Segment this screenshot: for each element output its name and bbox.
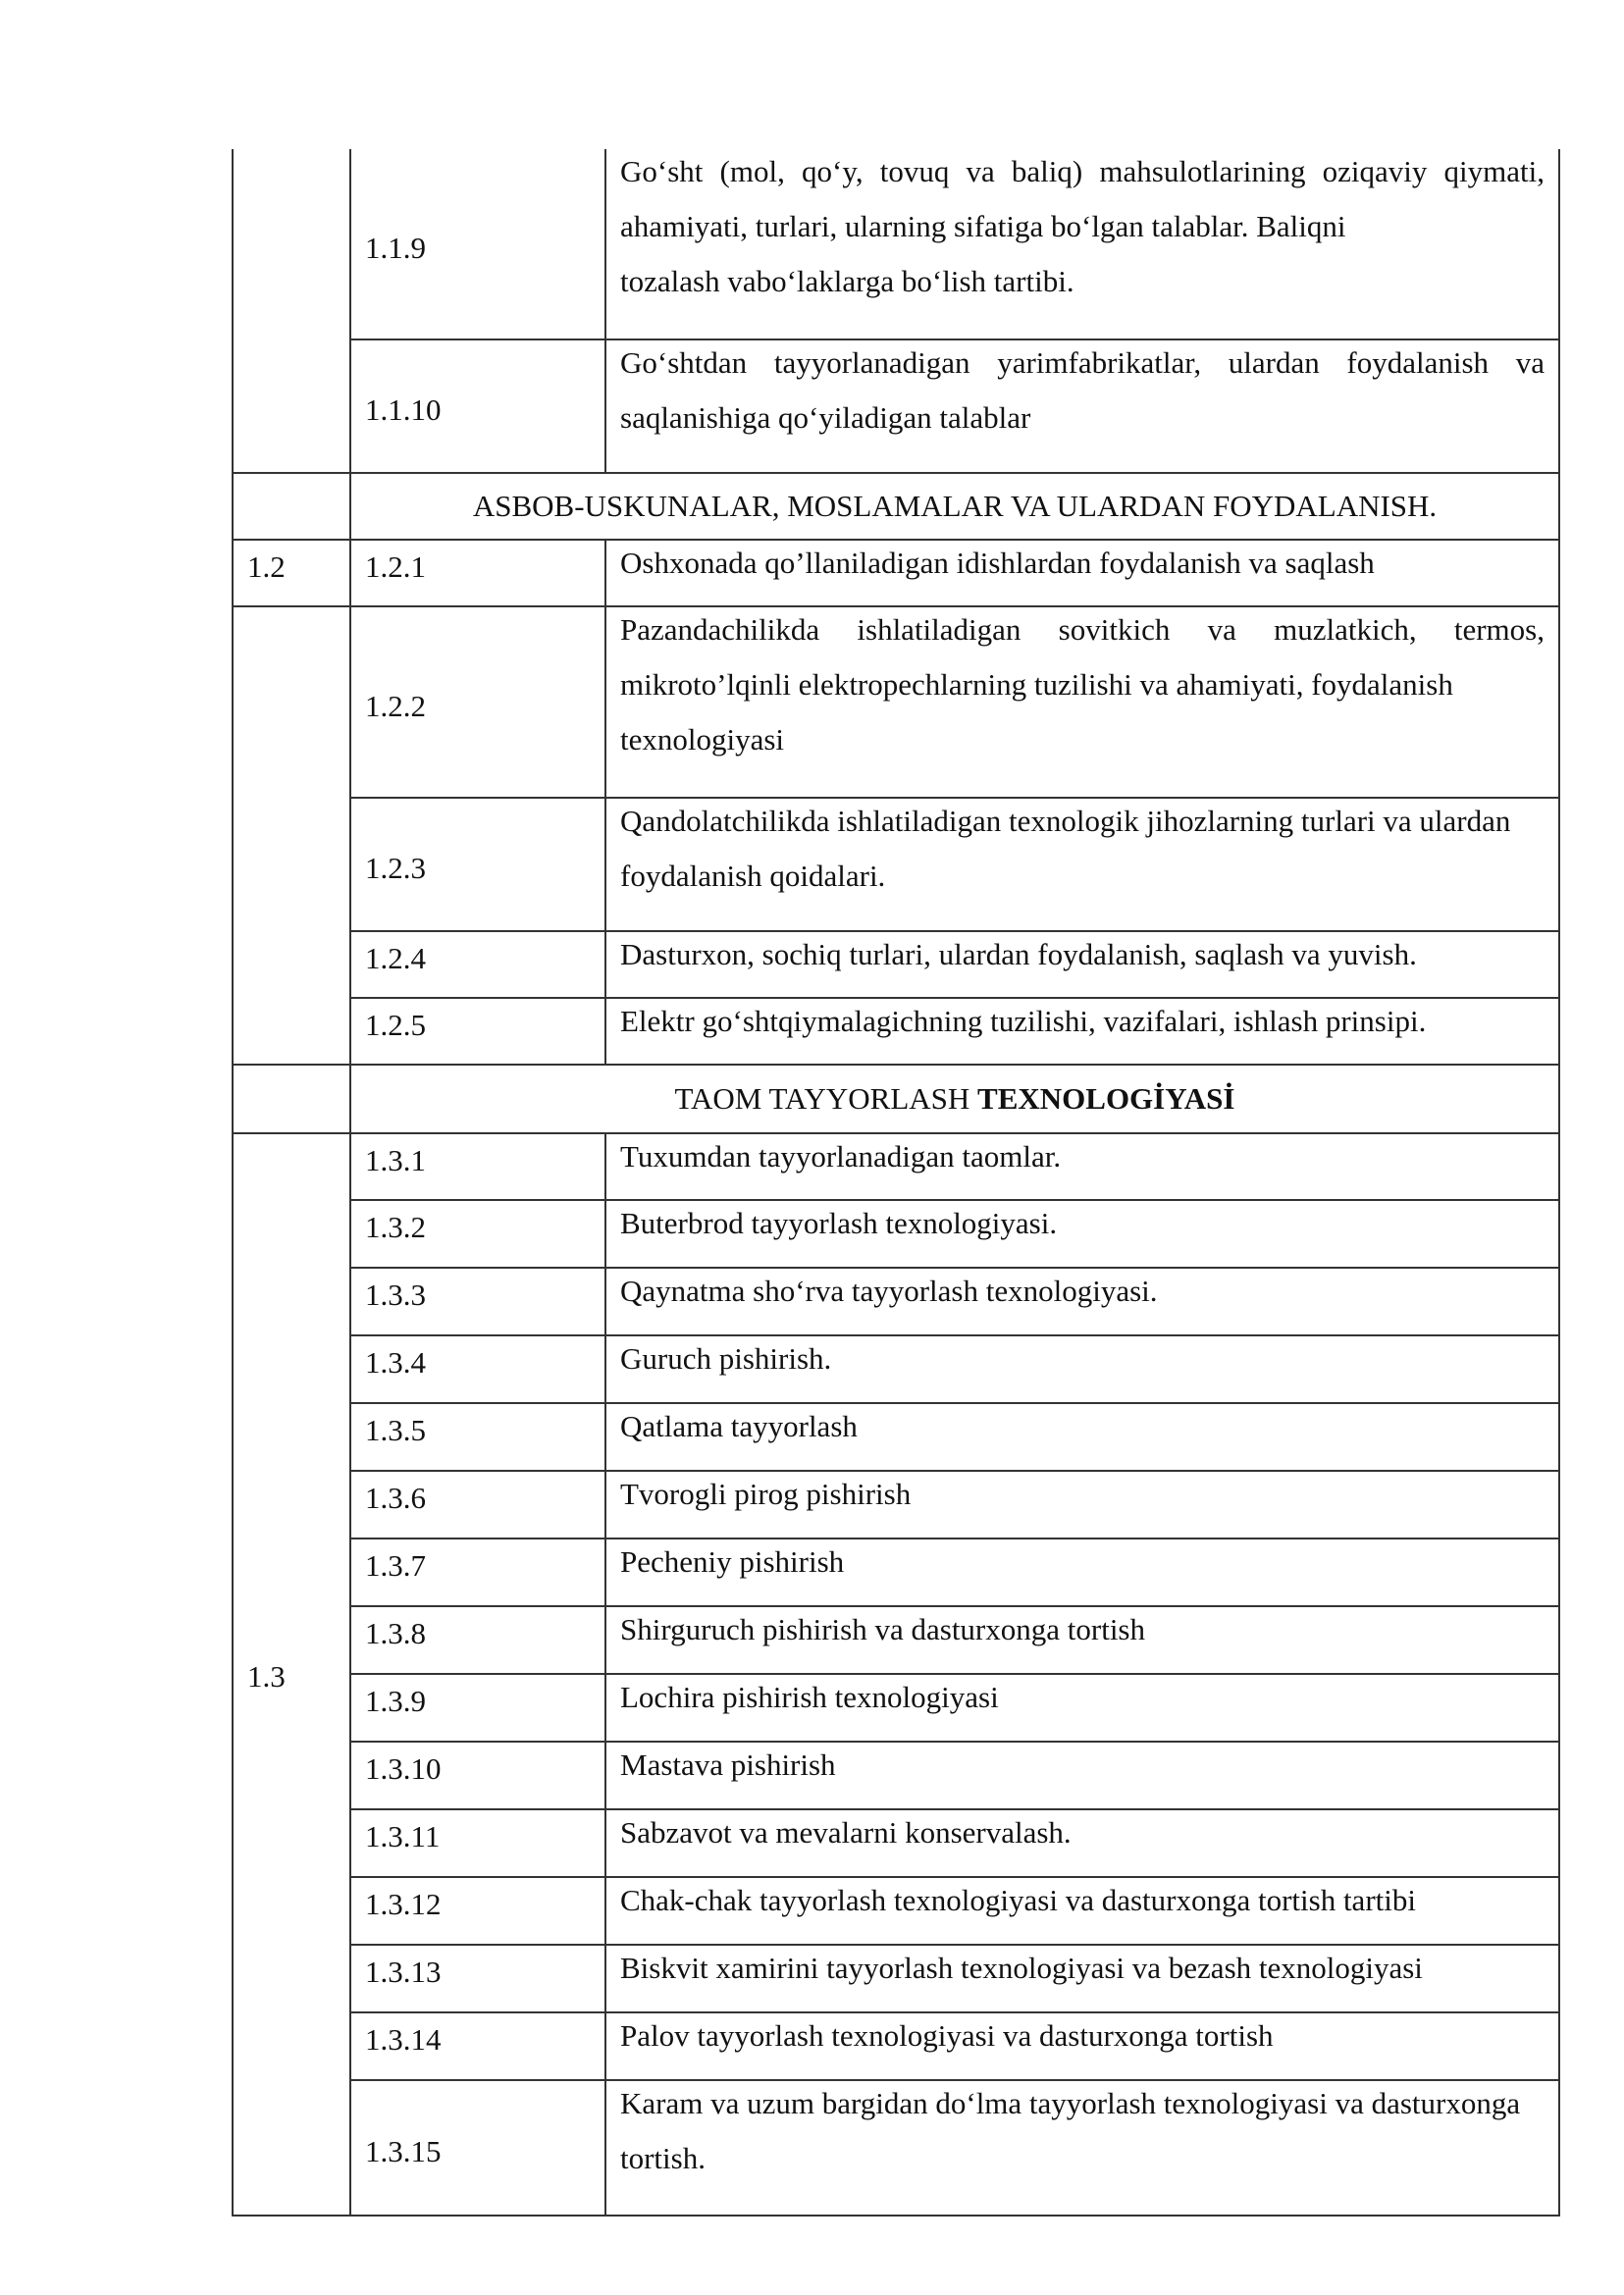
item-code: 1.3.3 (350, 1268, 605, 1335)
item-code: 1.1.10 (350, 339, 605, 473)
description-line: foydalanish qoidalari. (620, 858, 886, 893)
description-line: tozalash vabo‘laklarga bo‘lish tartibi. (620, 263, 1074, 298)
item-description (605, 1335, 1559, 1403)
item-code: 1.2.1 (350, 540, 605, 606)
table-row (233, 931, 1559, 998)
section-heading (350, 1065, 1559, 1133)
table-row (233, 1606, 1559, 1674)
description-line: Palov tayyorlash texnologiyasi va dasturxonga tortish (620, 2018, 1274, 2053)
heading-text-bold: TEXNOLOGİYASİ (977, 1081, 1235, 1117)
item-description (605, 1606, 1559, 1674)
description-line: Tuxumdan tayyorlanadigan taomlar. (620, 1139, 1062, 1174)
item-code: 1.3.4 (350, 1335, 605, 1403)
item-description (605, 149, 1559, 339)
description-line: ahamiyati, turlari, ularning sifatiga bo‘lgan talablar. Baliqni (620, 208, 1346, 243)
table-row (233, 1674, 1559, 1742)
item-description (605, 2080, 1559, 2216)
item-code: 1.2.3 (350, 798, 605, 931)
item-description (605, 1674, 1559, 1742)
item-code: 1.3.2 (350, 1200, 605, 1268)
description-line: Oshxonada qo’llaniladigan idishlardan foydalanish va saqlash (620, 546, 1375, 580)
item-code: 1.3.6 (350, 1471, 605, 1539)
item-description (605, 1200, 1559, 1268)
item-code: 1.3.15 (350, 2080, 605, 2216)
table-row (233, 1403, 1559, 1471)
table-row (233, 1268, 1559, 1335)
description-line: tortish. (620, 2140, 706, 2175)
section-heading-row (233, 473, 1559, 540)
item-description (605, 606, 1559, 798)
item-code: 1.3.10 (350, 1742, 605, 1809)
section-code-cell: 1.2 (233, 540, 350, 606)
description-line: Mastava pishirish (620, 1747, 836, 1782)
table-row (233, 1877, 1559, 1945)
description-line: Chak-chak tayyorlash texnologiyasi va dasturxonga tortish tartibi (620, 1883, 1416, 1917)
item-description (605, 931, 1559, 998)
table-row (233, 1945, 1559, 2012)
section-code-cell (233, 149, 350, 473)
section-heading: ASBOB-USKUNALAR, MOSLAMALAR VA ULARDAN FOYDALANISH. (350, 473, 1559, 540)
heading-text: TAOM TAYYORLASH (674, 1081, 970, 1117)
description-line: Lochira pishirish texnologiyasi (620, 1680, 999, 1714)
description-line: Qaynatma sho‘rva tayyorlash texnologiyasi. (620, 1274, 1158, 1308)
item-code: 1.3.14 (350, 2012, 605, 2080)
item-code: 1.2.2 (350, 606, 605, 798)
item-description (605, 1945, 1559, 2012)
table-row (233, 2012, 1559, 2080)
table-row (233, 998, 1559, 1065)
description-line: texnologiyasi (620, 721, 785, 756)
item-code: 1.2.5 (350, 998, 605, 1065)
curriculum-table (232, 149, 1560, 2217)
item-description (605, 998, 1559, 1065)
item-code: 1.3.8 (350, 1606, 605, 1674)
description-line: Sabzavot va mevalarni konservalash. (620, 1815, 1072, 1850)
description-line: Dasturxon, sochiq turlari, ulardan foydalanish, saqlash va yuvish. (620, 937, 1417, 971)
item-code: 1.3.12 (350, 1877, 605, 1945)
item-description (605, 1742, 1559, 1809)
empty-cell (233, 1065, 350, 1133)
item-description (605, 1877, 1559, 1945)
item-description (605, 1539, 1559, 1606)
section-heading-row (233, 1065, 1559, 1133)
item-description (605, 798, 1559, 931)
description-line: Shirguruch pishirish va dasturxonga tortish (620, 1612, 1145, 1646)
item-description (605, 1268, 1559, 1335)
description-line: Karam va uzum bargidan do‘lma tayyorlash texnologiyasi va dasturxonga (620, 2086, 1521, 2120)
table-row (233, 1335, 1559, 1403)
item-description (605, 540, 1559, 606)
description-line: Pecheniy pishirish (620, 1544, 845, 1579)
item-description (605, 1403, 1559, 1471)
table-row (233, 798, 1559, 931)
table-row (233, 606, 1559, 798)
description-line: Biskvit xamirini tayyorlash texnologiyasi va bezash texnologiyasi (620, 1951, 1423, 1985)
item-code: 1.2.4 (350, 931, 605, 998)
item-description (605, 1471, 1559, 1539)
table-row (233, 1200, 1559, 1268)
table-row (233, 1471, 1559, 1539)
item-description (605, 2012, 1559, 2080)
description-line: Tvorogli pirog pishirish (620, 1477, 912, 1511)
description-line: saqlanishiga qo‘yiladigan talablar (620, 399, 1031, 435)
item-code: 1.3.5 (350, 1403, 605, 1471)
item-code: 1.3.9 (350, 1674, 605, 1742)
section-code-cell: 1.3 (233, 1133, 350, 2216)
table-row (233, 339, 1559, 473)
item-code: 1.3.13 (350, 1945, 605, 2012)
table-row (233, 1539, 1559, 1606)
table-row (233, 2080, 1559, 2216)
item-code: 1.1.9 (350, 149, 605, 339)
table-row (233, 1133, 1559, 1200)
empty-cell (233, 606, 350, 1065)
description-line: Qatlama tayyorlash (620, 1409, 858, 1443)
item-code: 1.3.1 (350, 1133, 605, 1200)
table-row (233, 540, 1559, 606)
table-row (233, 149, 1559, 339)
item-description (605, 339, 1559, 473)
table-row (233, 1742, 1559, 1809)
description-line: Pazandachilikda ishlatiladigan sovitkich va muzlatkich, termos, (620, 612, 1545, 647)
description-line: Elektr go‘shtqiymalagichning tuzilishi, vazifalari, ishlash prinsipi. (620, 1004, 1427, 1038)
description-line: Guruch pishirish. (620, 1341, 832, 1376)
description-line: Buterbrod tayyorlash texnologiyasi. (620, 1206, 1058, 1240)
item-description (605, 1133, 1559, 1200)
item-description (605, 1809, 1559, 1877)
table-row (233, 1809, 1559, 1877)
description-line: Qandolatchilikda ishlatiladigan texnologik jihozlarning turlari va ulardan (620, 804, 1511, 838)
description-line: Go‘shtdan tayyorlanadigan yarimfabrikatlar, ulardan foydalanish va (620, 345, 1545, 380)
empty-cell (233, 473, 350, 540)
description-line: mikroto’lqinli elektropechlarning tuzilishi va ahamiyati, foydalanish (620, 666, 1453, 702)
description-line: Go‘sht (mol, qo‘y, tovuq va baliq) mahsulotlarining oziqaviy qiymati, (620, 154, 1545, 188)
item-code: 1.3.11 (350, 1809, 605, 1877)
item-code: 1.3.7 (350, 1539, 605, 1606)
